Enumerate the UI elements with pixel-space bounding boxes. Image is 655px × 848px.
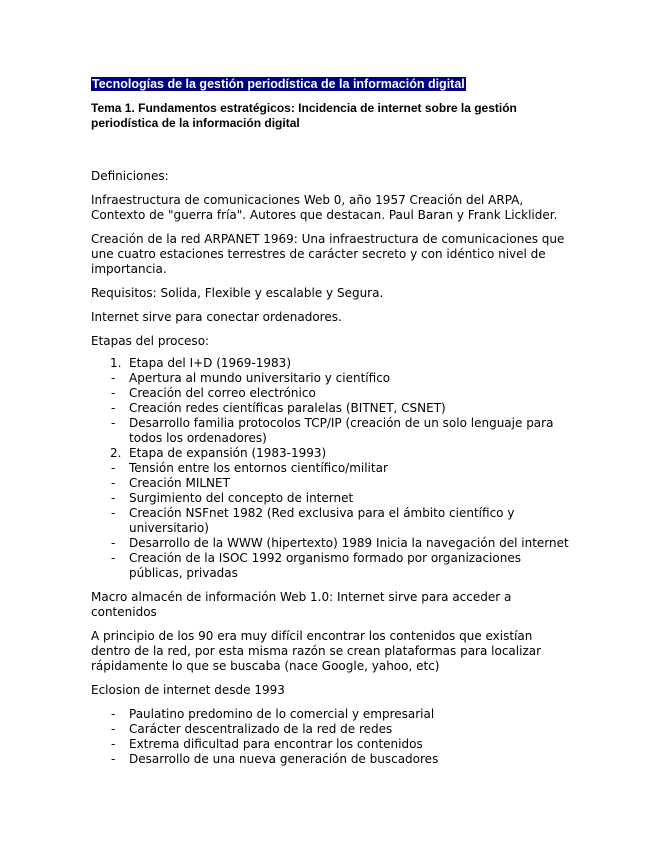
list-marker: - xyxy=(111,461,116,475)
list-item xyxy=(91,461,571,476)
list-marker: - xyxy=(111,401,116,415)
list-item xyxy=(91,401,571,416)
list-item-text: Desarrollo de la WWW (hipertexto) 1989 Inicia la navegación del internet xyxy=(129,536,569,550)
list-item-text: Creación redes científicas paralelas (BITNET, CSNET) xyxy=(129,401,446,415)
list-marker: - xyxy=(111,707,116,721)
list-item xyxy=(91,536,571,551)
paragraph-eclosion-label: Eclosion de internet desde 1993 xyxy=(91,683,285,697)
list-item-text: Creación MILNET xyxy=(129,476,230,490)
list-marker: - xyxy=(111,551,116,565)
list-marker: - xyxy=(111,371,116,385)
definitions-label: Definiciones: xyxy=(91,169,169,183)
list-marker: - xyxy=(111,386,116,400)
list-item-text: Creación NSFnet 1982 (Red exclusiva para el ámbito científico y universitario) xyxy=(129,506,515,535)
list-marker: - xyxy=(111,416,116,430)
list-item-text: Etapa de expansión (1983-1993) xyxy=(129,446,327,460)
document-title-text: Tecnologías de la gestión periodística de la información digital xyxy=(92,77,465,91)
document-page xyxy=(91,76,571,776)
list-item xyxy=(91,551,571,581)
list-marker: 2. xyxy=(110,446,122,460)
list-item-text: Creación de la ISOC 1992 organismo formado por organizaciones públicas, privadas xyxy=(129,551,521,580)
list-marker: - xyxy=(111,752,116,766)
paragraph-web10: Macro almacén de información Web 1.0: Internet sirve para acceder a contenidos xyxy=(91,590,512,619)
list-item-text: Etapa del I+D (1969-1983) xyxy=(129,356,291,370)
list-marker: - xyxy=(111,506,116,520)
list-item xyxy=(91,506,571,536)
list-item xyxy=(91,356,571,371)
list-item-text: Creación del correo electrónico xyxy=(129,386,316,400)
paragraph-arpanet: Creación de la red ARPANET 1969: Una infraestructura de comunicaciones que une cuatro estaciones terrestres de carácter secreto y con idéntico nivel de importancia. xyxy=(91,232,565,276)
list-marker: - xyxy=(111,722,116,736)
paragraph-infrastructure: Infraestructura de comunicaciones Web 0, año 1957 Creación del ARPA, Contexto de "guerra fría". Autores que destacan. Paul Baran y Frank Licklider. xyxy=(91,193,558,222)
list-item xyxy=(91,737,571,752)
list-marker: 1. xyxy=(110,356,122,370)
list-item-text: Extrema dificultad para encontrar los contenidos xyxy=(129,737,423,751)
list-item-text: Desarrollo de una nueva generación de buscadores xyxy=(129,752,439,766)
eclosion-list xyxy=(91,707,571,767)
list-marker: - xyxy=(111,536,116,550)
paragraph-early-90s: A principio de los 90 era muy difícil encontrar los contenidos que existían dentro de la red, por esta misma razón se crean plataformas para localizar rápidamente lo que se buscaba (nace Google, yahoo, etc) xyxy=(91,629,542,673)
paragraph-requirements: Requisitos: Solida, Flexible y escalable y Segura. xyxy=(91,286,384,300)
list-item xyxy=(91,446,571,461)
list-item xyxy=(91,707,571,722)
document-title xyxy=(91,76,571,92)
list-item-text: Tensión entre los entornos científico/militar xyxy=(129,461,388,475)
list-item xyxy=(91,386,571,401)
stages-list xyxy=(91,356,571,581)
list-item-text: Surgimiento del concepto de internet xyxy=(129,491,354,505)
paragraph-stages-label: Etapas del proceso: xyxy=(91,334,210,348)
list-item xyxy=(91,491,571,506)
list-item xyxy=(91,476,571,491)
list-marker: - xyxy=(111,476,116,490)
list-item-text: Desarrollo familia protocolos TCP/IP (creación de un solo lenguaje para todos los ordenadores) xyxy=(129,416,554,445)
list-item xyxy=(91,371,571,386)
paragraph-internet-purpose: Internet sirve para conectar ordenadores. xyxy=(91,310,342,324)
list-marker: - xyxy=(111,737,116,751)
list-item-text: Apertura al mundo universitario y científico xyxy=(129,371,391,385)
list-item-text: Paulatino predomino de lo comercial y empresarial xyxy=(129,707,435,721)
list-item xyxy=(91,722,571,737)
list-marker: - xyxy=(111,491,116,505)
list-item-text: Carácter descentralizado de la red de redes xyxy=(129,722,393,736)
list-item xyxy=(91,752,571,767)
document-subtitle: Tema 1. Fundamentos estratégicos: Incidencia de internet sobre la gestión periodística de la información digital xyxy=(91,101,517,130)
list-item xyxy=(91,416,571,446)
